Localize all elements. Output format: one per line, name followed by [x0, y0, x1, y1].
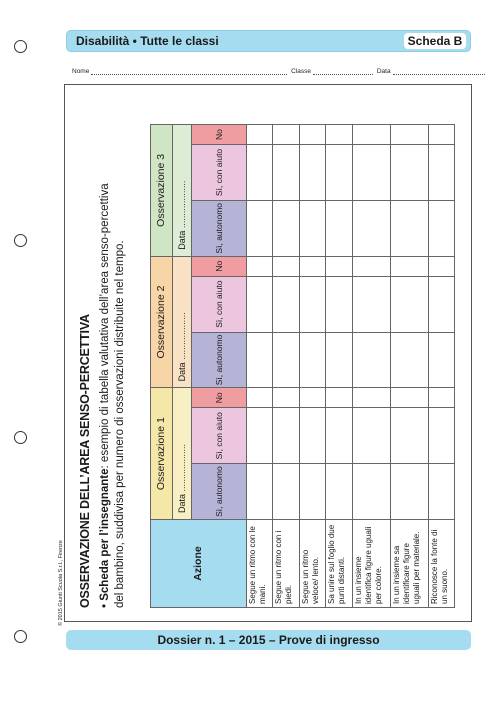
- observation-cell[interactable]: [326, 256, 352, 276]
- observation-cell[interactable]: [352, 388, 390, 408]
- observation-cell[interactable]: [390, 200, 428, 256]
- observation-cell[interactable]: [246, 200, 272, 256]
- table-row: [428, 125, 455, 608]
- observation-cell[interactable]: [428, 332, 455, 388]
- nome-field[interactable]: [91, 68, 287, 75]
- observation-cell[interactable]: [299, 276, 325, 332]
- observation-cell[interactable]: [390, 276, 428, 332]
- student-info-line: [72, 68, 472, 75]
- col-si-aiuto: Sì, con aiuto: [192, 145, 246, 201]
- observation-2-date[interactable]: Data ...................: [172, 256, 192, 388]
- col-si-aiuto: Sì, con aiuto: [192, 408, 246, 464]
- observation-cell[interactable]: [352, 200, 390, 256]
- azione-cell: Segue un ritmo con i piedi.: [273, 520, 299, 608]
- observation-cell[interactable]: [326, 408, 352, 464]
- table-row: [273, 125, 299, 608]
- observation-cell[interactable]: [352, 276, 390, 332]
- intro-bold: Scheda per l’insegnante: [99, 468, 111, 601]
- observation-cell[interactable]: [428, 125, 455, 145]
- observation-cell[interactable]: [352, 145, 390, 201]
- header-title: Disabilità • Tutte le classi: [76, 34, 219, 48]
- observation-cell[interactable]: [390, 125, 428, 145]
- observation-table: [150, 124, 455, 608]
- observation-cell[interactable]: [352, 464, 390, 520]
- binder-hole: [14, 40, 27, 53]
- observation-cell[interactable]: [246, 145, 272, 201]
- data-field[interactable]: [393, 68, 485, 75]
- observation-cell[interactable]: [273, 332, 299, 388]
- observation-cell[interactable]: [299, 256, 325, 276]
- col-si-aiuto: Sì, con aiuto: [192, 276, 246, 332]
- observation-3-header: Osservazione 3: [151, 125, 173, 257]
- observation-cell[interactable]: [299, 408, 325, 464]
- table-row: [390, 125, 428, 608]
- observation-cell[interactable]: [246, 464, 272, 520]
- observation-cell[interactable]: [273, 388, 299, 408]
- sheet-intro: [98, 108, 127, 608]
- azione-cell: Riconosce la fonte di un suono.: [428, 520, 455, 608]
- binder-hole: [14, 431, 27, 444]
- observation-cell[interactable]: [326, 388, 352, 408]
- observation-cell[interactable]: [390, 388, 428, 408]
- observation-2-header: Osservazione 2: [151, 256, 173, 388]
- observation-cell[interactable]: [246, 276, 272, 332]
- intro-rest: : esempio di tabella valutativa dell’area senso-percettiva: [99, 183, 111, 469]
- observation-cell[interactable]: [352, 332, 390, 388]
- table-row: [299, 125, 325, 608]
- intro-line-2: del bambino, suddivisa per numero di osservazioni distribuite nel tempo.: [113, 240, 126, 608]
- observation-cell[interactable]: [246, 256, 272, 276]
- observation-cell[interactable]: [428, 200, 455, 256]
- observation-1-date[interactable]: Data ...................: [172, 388, 192, 520]
- binder-hole: [14, 630, 27, 643]
- observation-cell[interactable]: [326, 332, 352, 388]
- col-si-autonomo: Sì, autonomo: [192, 332, 246, 388]
- observation-cell[interactable]: [273, 256, 299, 276]
- observation-cell[interactable]: [352, 256, 390, 276]
- azione-cell: In un insieme identifica figure uguali per colore.: [352, 520, 390, 608]
- observation-cell[interactable]: [390, 464, 428, 520]
- observation-cell[interactable]: [428, 408, 455, 464]
- observation-cell[interactable]: [273, 408, 299, 464]
- observation-cell[interactable]: [326, 200, 352, 256]
- scheda-badge: Scheda B: [404, 33, 466, 49]
- observation-cell[interactable]: [273, 200, 299, 256]
- observation-cell[interactable]: [326, 145, 352, 201]
- observation-cell[interactable]: [352, 408, 390, 464]
- azione-header: Azione: [151, 520, 247, 608]
- observation-cell[interactable]: [428, 464, 455, 520]
- sheet-title: OSSERVAZIONE DELL’AREA SENSO-PERCETTIVA: [78, 314, 92, 608]
- observation-cell[interactable]: [246, 125, 272, 145]
- observation-cell[interactable]: [390, 332, 428, 388]
- azione-cell: Segue un ritmo veloce/ lento.: [299, 520, 325, 608]
- observation-cell[interactable]: [390, 408, 428, 464]
- observation-cell[interactable]: [246, 408, 272, 464]
- observation-cell[interactable]: [428, 256, 455, 276]
- observation-3-date[interactable]: Data ...................: [172, 125, 192, 257]
- binder-hole: [14, 234, 27, 247]
- observation-cell[interactable]: [352, 125, 390, 145]
- observation-1-header: Osservazione 1: [151, 388, 173, 520]
- classe-field[interactable]: [313, 68, 373, 75]
- classe-label: Classe: [291, 68, 312, 75]
- bullet: •: [99, 603, 111, 608]
- observation-cell[interactable]: [273, 125, 299, 145]
- col-si-autonomo: Sì, autonomo: [192, 464, 246, 520]
- observation-cell[interactable]: [326, 125, 352, 145]
- observation-cell[interactable]: [299, 388, 325, 408]
- col-no: No: [192, 388, 246, 408]
- observation-cell[interactable]: [428, 276, 455, 332]
- azione-cell: Segue un ritmo con le mani.: [246, 520, 272, 608]
- observation-cell[interactable]: [428, 388, 455, 408]
- col-no: No: [192, 125, 246, 145]
- table-row: [246, 125, 272, 608]
- observation-cell[interactable]: [299, 332, 325, 388]
- observation-cell[interactable]: [390, 256, 428, 276]
- observation-cell[interactable]: [273, 145, 299, 201]
- page-header: [66, 30, 471, 52]
- nome-label: Nome: [72, 68, 90, 75]
- col-si-autonomo: Sì, autonomo: [192, 200, 246, 256]
- table-row: [326, 125, 352, 608]
- copyright: © 2015 Giunti Scuola S.r.l., Firenze: [58, 540, 64, 626]
- azione-cell: Sa unire sul foglio due punti distanti.: [326, 520, 352, 608]
- table-row: [352, 125, 390, 608]
- data-label: Data: [376, 68, 391, 75]
- col-no: No: [192, 256, 246, 276]
- observation-cell[interactable]: [390, 145, 428, 201]
- page-footer: Dossier n. 1 – 2015 – Prove di ingresso: [66, 630, 471, 650]
- observation-cell[interactable]: [326, 276, 352, 332]
- azione-cell: In un insieme sa identificare figure uguali per materiale.: [390, 520, 428, 608]
- observation-cell[interactable]: [299, 464, 325, 520]
- observation-cell[interactable]: [428, 145, 455, 201]
- observation-cell[interactable]: [299, 200, 325, 256]
- rotated-content: [70, 94, 465, 614]
- observation-cell[interactable]: [299, 125, 325, 145]
- observation-cell[interactable]: [273, 464, 299, 520]
- observation-cell[interactable]: [299, 145, 325, 201]
- observation-cell[interactable]: [273, 276, 299, 332]
- observation-cell[interactable]: [246, 332, 272, 388]
- observation-cell[interactable]: [326, 464, 352, 520]
- observation-cell[interactable]: [246, 388, 272, 408]
